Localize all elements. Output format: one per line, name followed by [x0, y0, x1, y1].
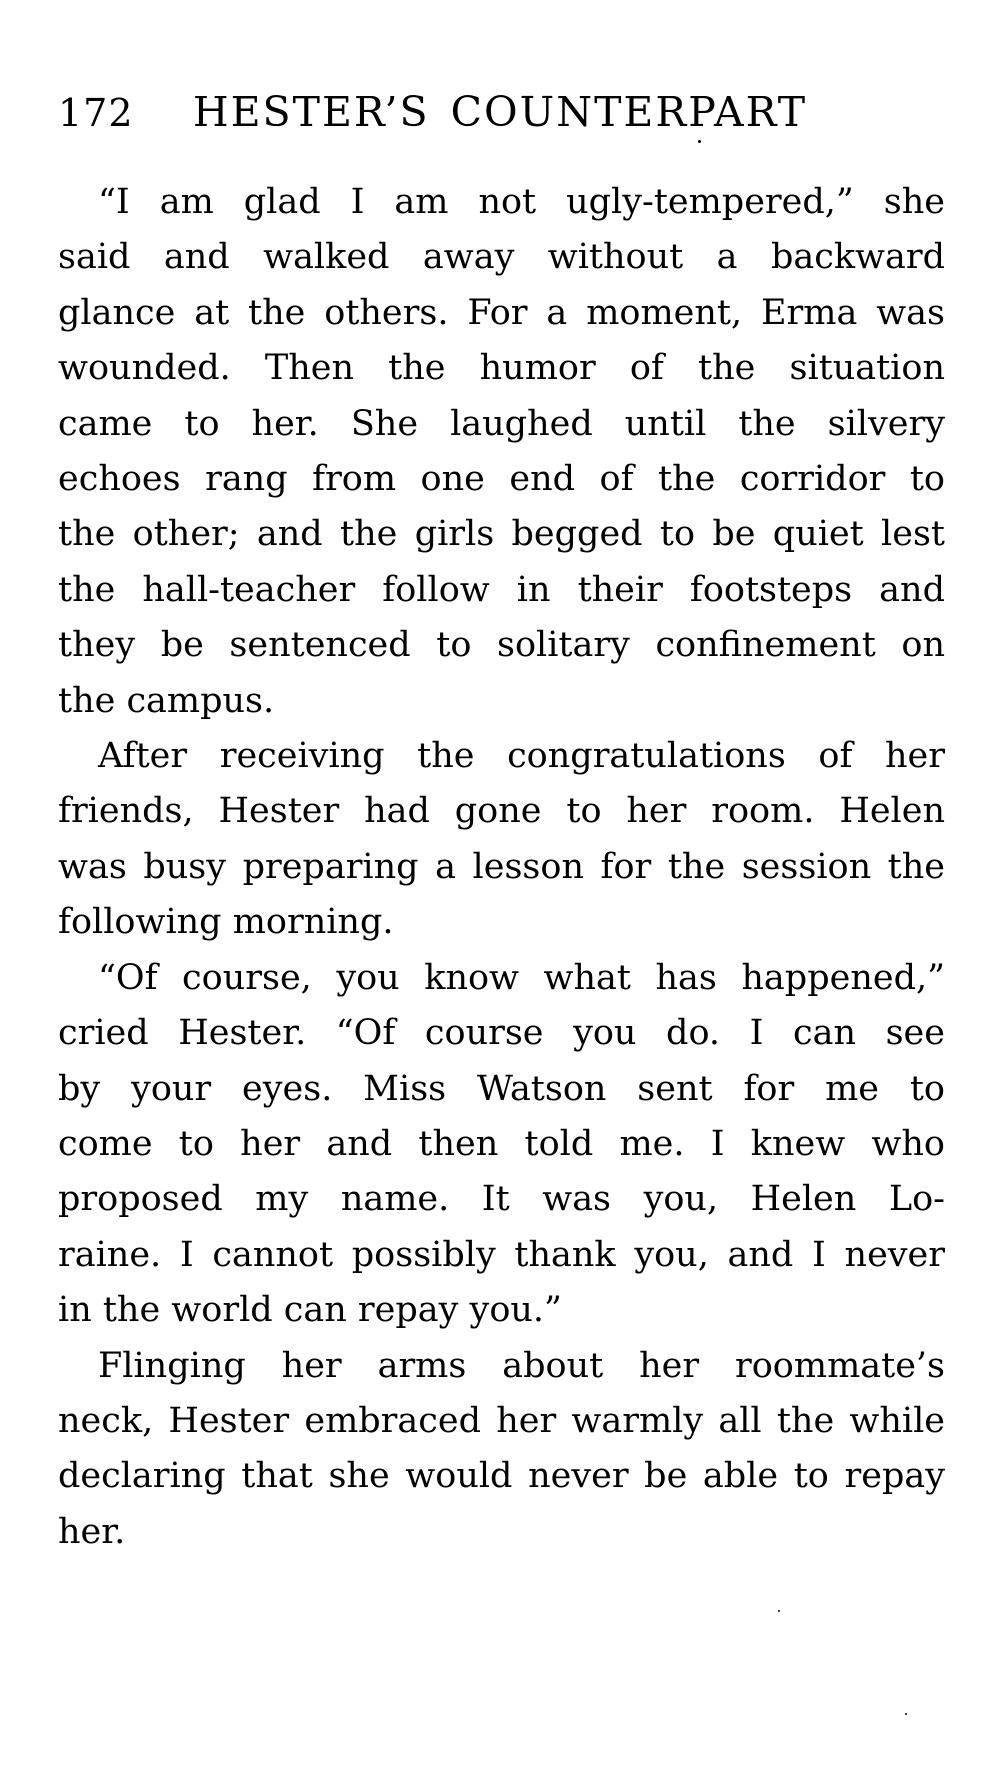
book-page	[0, 87, 1000, 1773]
scan-speck	[698, 140, 701, 143]
text-line: wounded. Then the humor of the situation	[58, 348, 945, 389]
text-line: come to her and then told me. I knew who	[58, 1123, 945, 1164]
page-body	[58, 175, 945, 1560]
paragraph	[58, 1339, 945, 1561]
text-line: “I am glad I am not ugly-tempered,” she	[98, 182, 945, 222]
text-line: by your eyes. Miss Watson sent for me to	[58, 1068, 945, 1109]
text-line: cried Hester. “Of course you do. I can see	[58, 1013, 945, 1054]
text-line: was busy preparing a lesson for the session the	[58, 846, 945, 887]
text-line: neck, Hester embraced her warmly all the while	[58, 1400, 945, 1441]
scan-speck	[905, 1713, 907, 1715]
paragraph	[58, 729, 945, 951]
text-line: following morning.	[58, 902, 394, 943]
text-line: said and walked away without a backward	[58, 237, 945, 278]
text-line: came to her. She laughed until the silvery	[58, 403, 945, 444]
page-number: 172	[58, 91, 134, 135]
text-line: echoes rang from one end of the corridor to	[58, 459, 945, 500]
paragraph	[58, 951, 945, 1339]
scan-speck	[778, 1610, 780, 1612]
text-line: raine. I cannot possibly thank you, and I never	[58, 1234, 945, 1275]
text-line: the hall-teacher follow in their footsteps and	[58, 569, 945, 610]
text-line: proposed my name. It was you, Helen Lo-	[58, 1179, 945, 1220]
text-line: the other; and the girls begged to be quiet lest	[58, 514, 945, 555]
text-line: “Of course, you know what has happened,”	[98, 957, 945, 998]
text-line: in the world can repay you.”	[58, 1290, 562, 1331]
text-line: friends, Hester had gone to her room. Helen	[58, 791, 945, 832]
text-line: they be sentenced to solitary confinement on	[58, 625, 945, 666]
paragraph	[58, 175, 945, 729]
text-line: After receiving the congratulations of her	[98, 736, 945, 777]
text-line: her.	[58, 1511, 126, 1552]
text-line: declaring that she would never be able to repay	[58, 1456, 945, 1497]
page-header	[0, 87, 1000, 137]
text-line: glance at the others. For a moment, Erma was	[58, 292, 945, 333]
text-line: Flinging her arms about her roommate’s	[98, 1345, 945, 1386]
running-title: HESTER’S COUNTERPART	[192, 88, 808, 136]
text-line: the campus.	[58, 680, 275, 721]
